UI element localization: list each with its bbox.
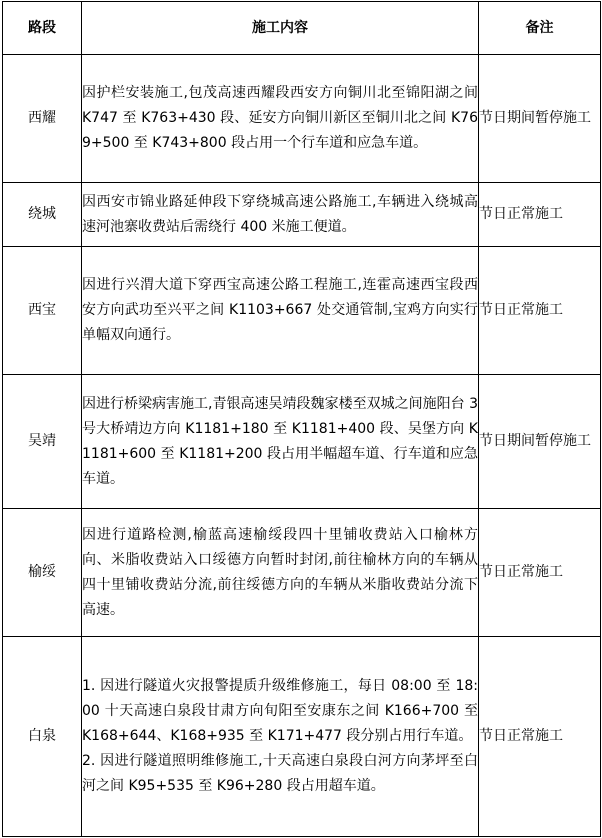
remark: 节日期间暂停施工 — [479, 55, 601, 183]
construction-content: 因进行桥梁病害施工,青银高速吴靖段魏家楼至双城之间施阳台 3 号大桥靖边方向 K1181+180 至 K1181+400 段、吴堡方向 K1181+600 至 K1181+200 段占用半幅超车道、行车道和应急车道。 — [82, 375, 479, 509]
table-row — [3, 509, 601, 637]
road-name: 榆绥 — [3, 509, 82, 637]
construction-content — [82, 637, 479, 837]
header-row — [3, 2, 601, 55]
road-name: 西宝 — [3, 247, 82, 375]
table-row — [3, 247, 601, 375]
table-row — [3, 55, 601, 183]
remark: 节日正常施工 — [479, 637, 601, 837]
construction-content: 因进行兴渭大道下穿西宝高速公路工程施工,连霍高速西宝段西安方向武功至兴平之间 K1103+667 处交通管制,宝鸡方向实行单幅双向通行。 — [82, 247, 479, 375]
road-name: 吴靖 — [3, 375, 82, 509]
content-item-2: 2. 因进行隧道照明维修施工,十天高速白泉段白河方向茅坪至白河之间 K95+535 至 K96+280 段占用超车道。 — [82, 753, 478, 794]
header-road: 路段 — [3, 2, 82, 55]
content-item-1: 1. 因进行隧道火灾报警提质升级维修施工，每日 08:00 至 18:00 十天高速白泉段甘肃方向旬阳至安康东之间 K166+700 至 K168+644、K168+935 至 K171+477 段分别占用行车道。 — [82, 678, 478, 744]
table-row — [3, 375, 601, 509]
road-name: 白泉 — [3, 637, 82, 837]
remark: 节日正常施工 — [479, 183, 601, 247]
table-row — [3, 637, 601, 837]
construction-notice-table — [2, 1, 601, 837]
remark: 节日期间暂停施工 — [479, 375, 601, 509]
remark: 节日正常施工 — [479, 247, 601, 375]
table-row — [3, 183, 601, 247]
road-name: 绕城 — [3, 183, 82, 247]
construction-content: 因西安市锦业路延伸段下穿绕城高速公路施工,车辆进入绕城高速河池寨收费站后需绕行 400 米施工便道。 — [82, 183, 479, 247]
header-content: 施工内容 — [82, 2, 479, 55]
table-header — [3, 2, 601, 55]
remark: 节日正常施工 — [479, 509, 601, 637]
construction-content: 因进行道路检测,榆蓝高速榆绥段四十里铺收费站入口榆林方向、米脂收费站入口绥德方向暂时封闭,前往榆林方向的车辆从四十里铺收费站分流,前往绥德方向的车辆从米脂收费站分流下高速。 — [82, 509, 479, 637]
header-note: 备注 — [479, 2, 601, 55]
road-name: 西耀 — [3, 55, 82, 183]
construction-content: 因护栏安装施工,包茂高速西耀段西安方向铜川北至锦阳湖之间 K747 至 K763+430 段、延安方向铜川新区至铜川北之间 K769+500 至 K743+800 段占用一个行车道和应急车道。 — [82, 55, 479, 183]
